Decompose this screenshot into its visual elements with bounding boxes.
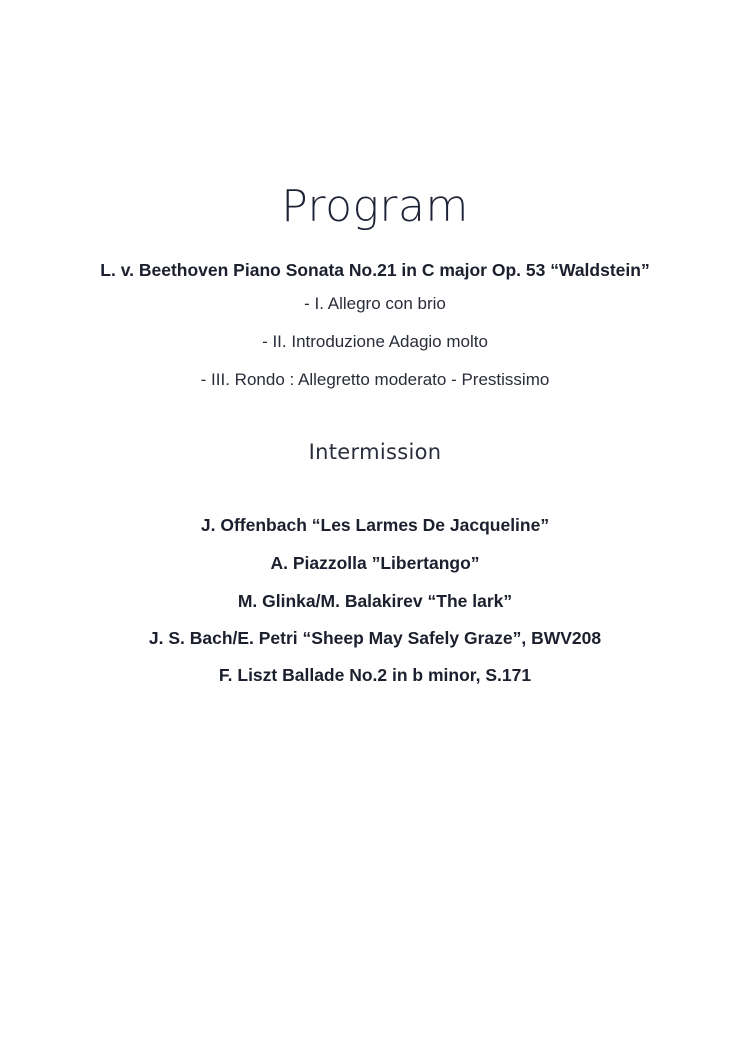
program-item-1: J. Offenbach “Les Larmes De Jacqueline” [200, 515, 550, 535]
sonata-heading: L. v. Beethoven Piano Sonata No.21 in C major Op. 53 “Waldstein” [100, 260, 650, 280]
intermission-label: Intermission [308, 440, 442, 464]
movement-3: - III. Rondo : Allegretto moderato - Prestissimo [200, 370, 550, 389]
page-title: Program [281, 181, 469, 232]
movement-1: - I. Allegro con brio [304, 294, 446, 313]
program-item-4: J. S. Bach/E. Petri “Sheep May Safely Graze”, BWV208 [148, 628, 602, 648]
program-item-3: M. Glinka/M. Balakirev “The lark” [237, 591, 513, 611]
program-item-2: A. Piazzolla ”Libertango” [270, 553, 480, 573]
movement-2: - II. Introduzione Adagio molto [262, 332, 488, 351]
program-item-5: F. Liszt Ballade No.2 in b minor, S.171 [218, 665, 532, 685]
